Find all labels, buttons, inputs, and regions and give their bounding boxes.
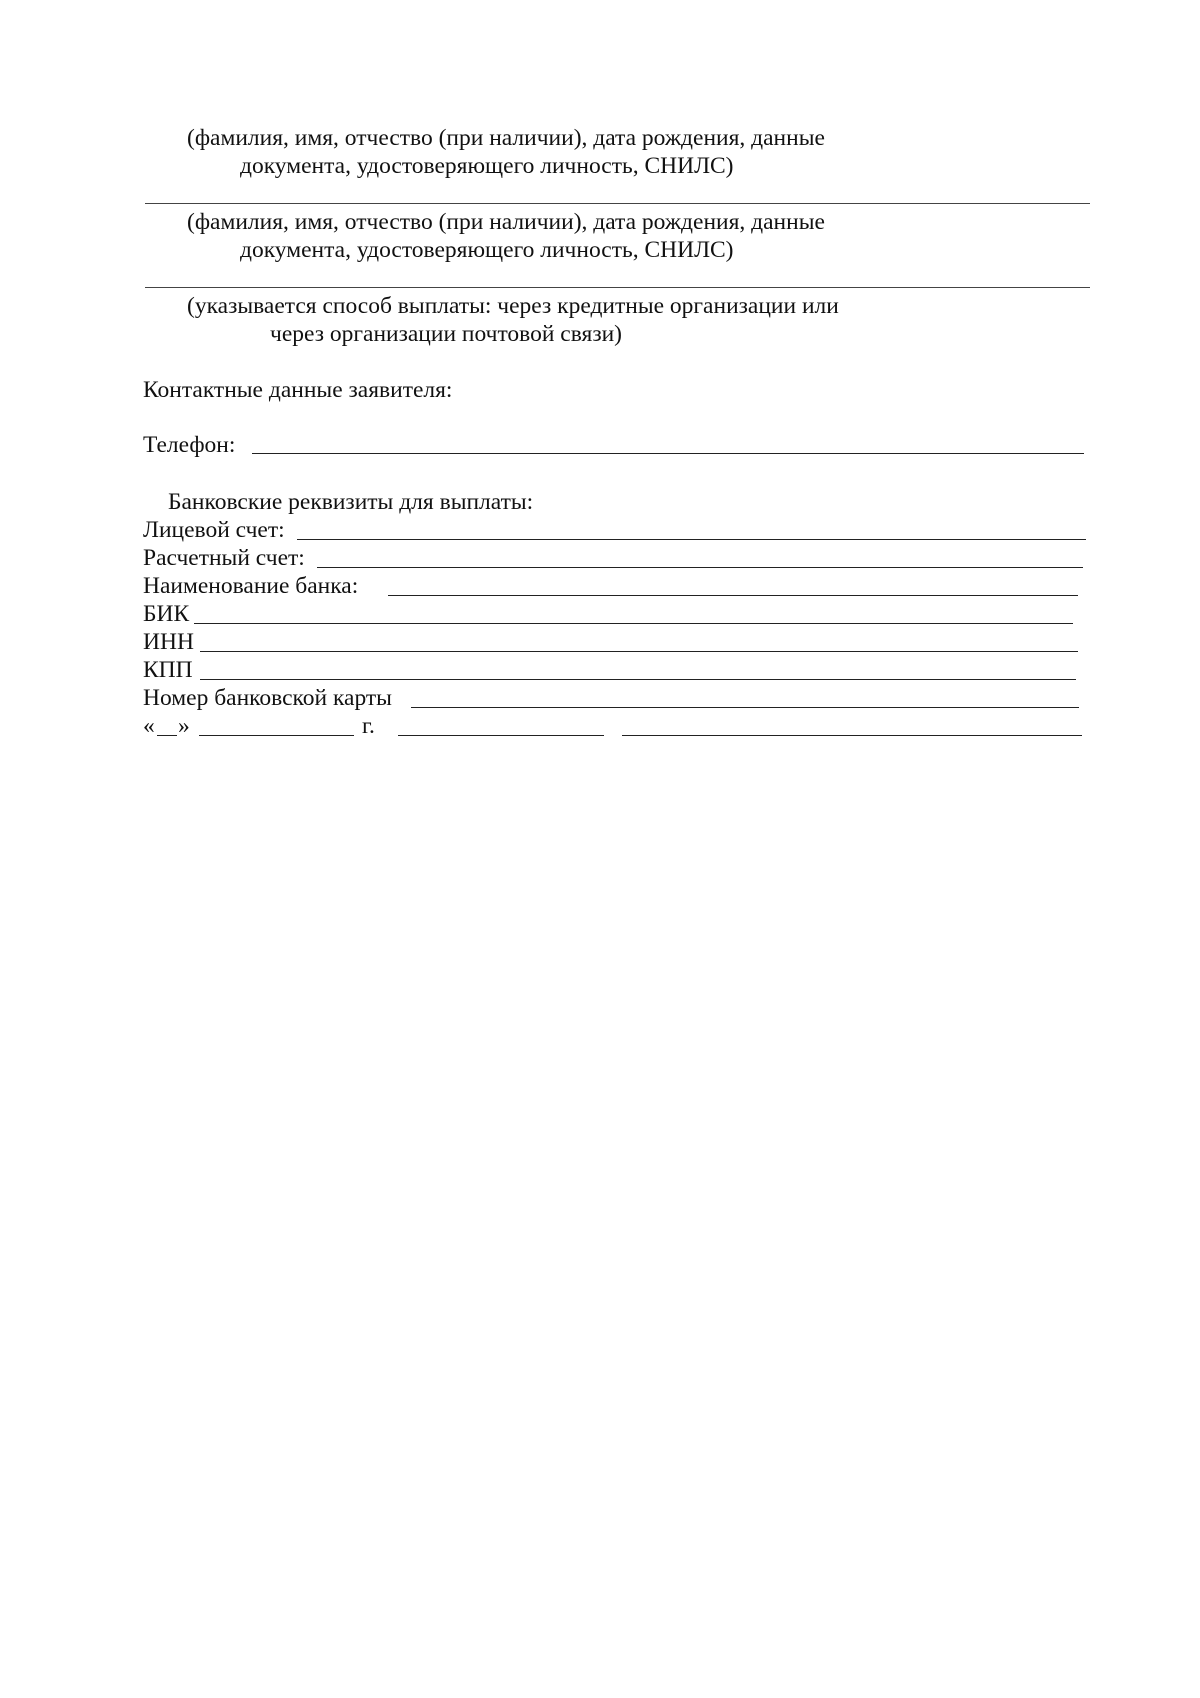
inn-label: ИНН xyxy=(143,629,194,655)
hint-3-line-1: (указывается способ выплаты: через кредитные организации или xyxy=(187,293,839,319)
settlement-account-label: Расчетный счет: xyxy=(143,545,305,571)
bank-name-field[interactable] xyxy=(388,595,1078,596)
kpp-field[interactable] xyxy=(200,679,1076,680)
kpp-label: КПП xyxy=(143,657,193,683)
inn-field[interactable] xyxy=(200,651,1078,652)
bank-name-label: Наименование банка: xyxy=(143,573,359,599)
hint-3-line-2: через организации почтовой связи) xyxy=(270,321,623,347)
personal-account-field[interactable] xyxy=(297,539,1086,540)
fill-line-1[interactable] xyxy=(145,203,1090,204)
personal-account-label: Лицевой счет: xyxy=(143,517,285,543)
hint-2-line-1: (фамилия, имя, отчество (при наличии), дата рождения, данные xyxy=(187,209,825,235)
fill-line-2[interactable] xyxy=(145,287,1090,288)
settlement-account-field[interactable] xyxy=(317,567,1083,568)
card-number-label: Номер банковской карты xyxy=(143,685,392,711)
bank-heading: Банковские реквизиты для выплаты: xyxy=(168,489,534,515)
hint-1-line-1: (фамилия, имя, отчество (при наличии), дата рождения, данные xyxy=(187,125,825,151)
year-suffix: г. xyxy=(362,713,375,739)
date-quote-close: » xyxy=(178,713,190,739)
hint-1-line-2: документа, удостоверяющего личность, СНИЛС) xyxy=(240,153,734,179)
full-name-field[interactable] xyxy=(622,735,1082,736)
contacts-heading: Контактные данные заявителя: xyxy=(143,377,453,403)
hint-2-line-2: документа, удостоверяющего личность, СНИЛС) xyxy=(240,237,734,263)
phone-label: Телефон: xyxy=(143,432,236,458)
bik-field[interactable] xyxy=(194,623,1073,624)
card-number-field[interactable] xyxy=(411,707,1079,708)
date-quote-open: « xyxy=(143,713,155,739)
signature-field[interactable] xyxy=(398,735,604,736)
date-day-field[interactable] xyxy=(157,735,177,736)
bik-label: БИК xyxy=(143,601,190,627)
phone-field[interactable] xyxy=(252,453,1084,454)
date-month-field[interactable] xyxy=(199,735,354,736)
